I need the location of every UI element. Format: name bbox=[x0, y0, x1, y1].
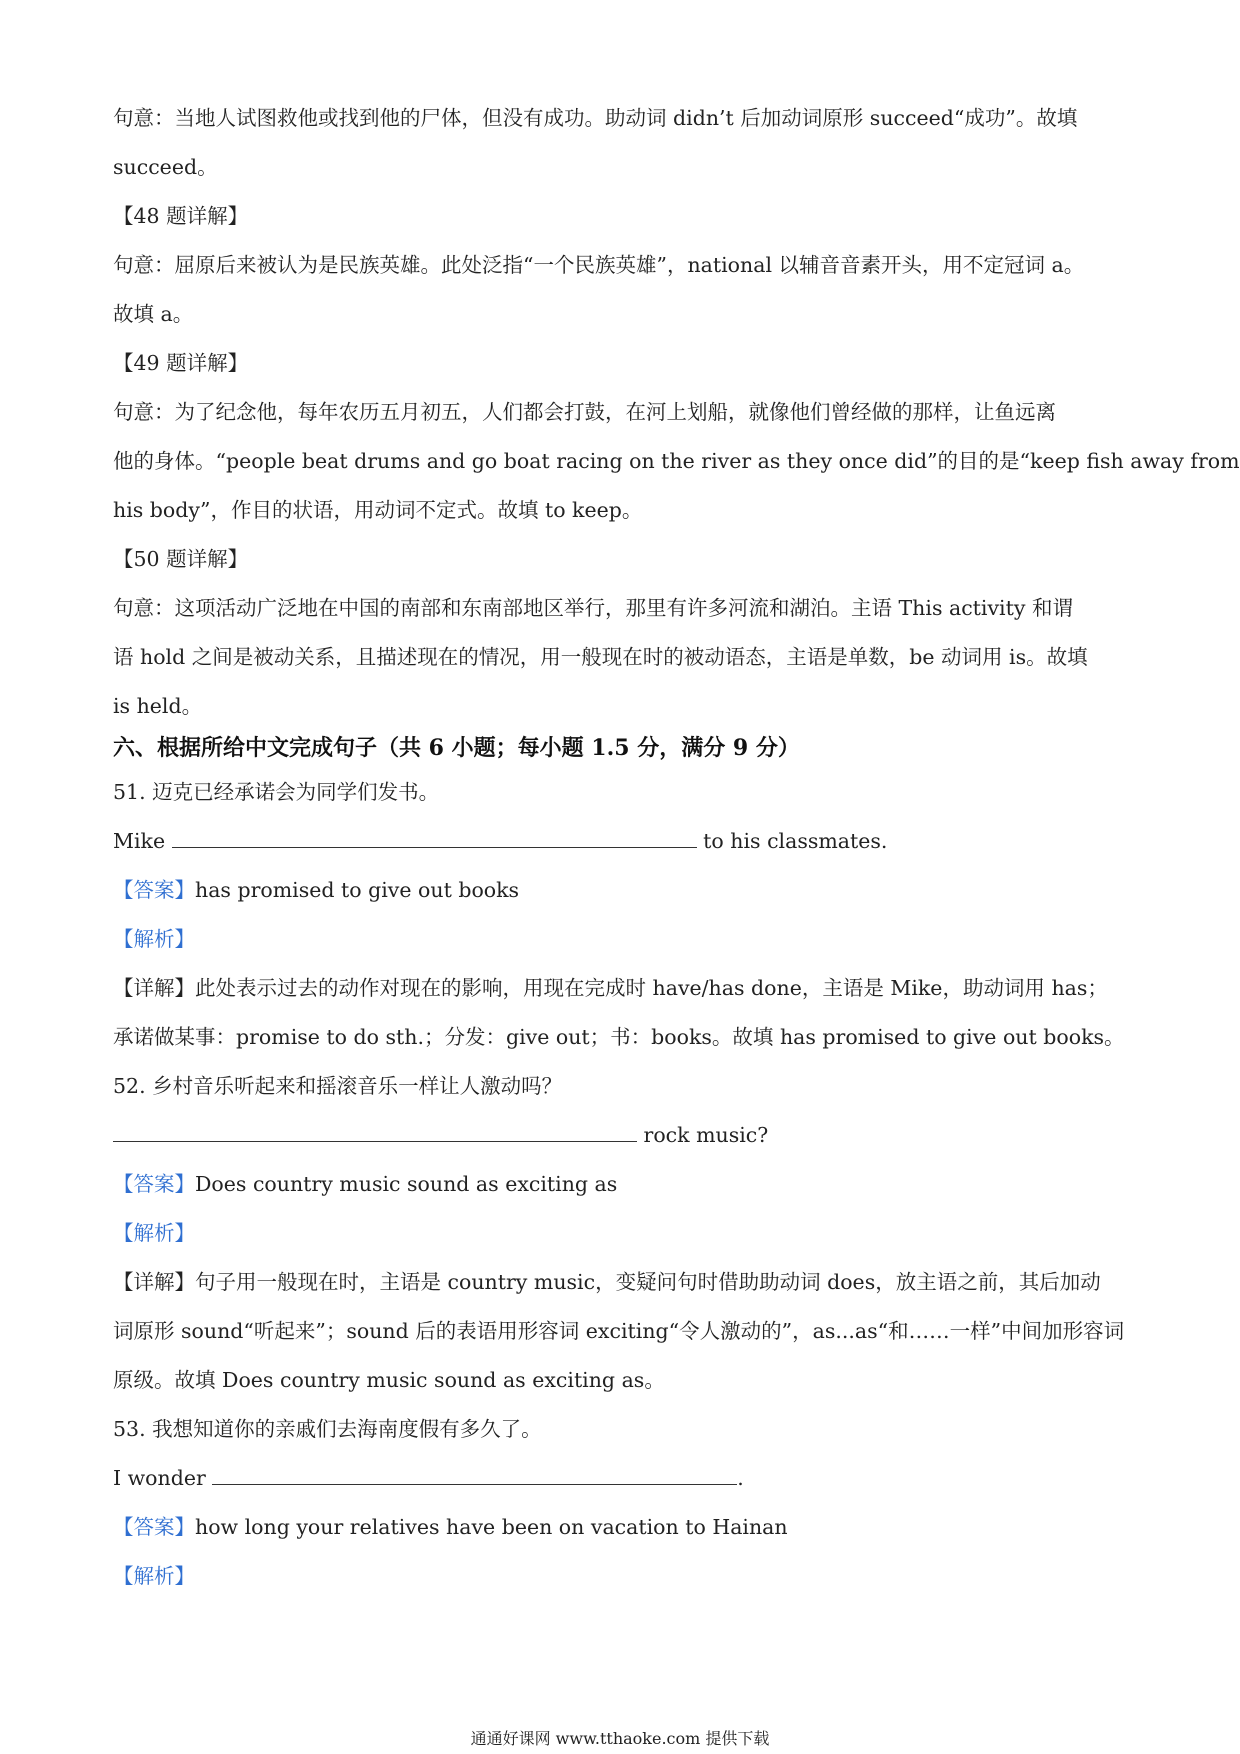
question-53-sentence bbox=[113, 1464, 1133, 1492]
answer-text: has promised to give out books bbox=[195, 878, 520, 902]
text-line: 句意：当地人试图救他或找到他的尸体，但没有成功。助动词 didn’t 后加动词原形 succeed“成功”。故填 bbox=[113, 106, 1078, 130]
sentence-start: Mike bbox=[113, 829, 166, 853]
question-52-prompt: 52. 乡村音乐听起来和摇滚音乐一样让人激动吗？ bbox=[113, 1074, 563, 1098]
detail-label: 【详解】 bbox=[113, 1270, 195, 1294]
section-heading: 六、根据所给中文完成句子（共 6 小题；每小题 1.5 分，满分 9 分） bbox=[113, 735, 800, 761]
text-line: 原级。故填 Does country music sound as exciting as。 bbox=[113, 1368, 665, 1392]
sub-heading-50: 【50 题详解】 bbox=[113, 547, 249, 571]
detail-text: 句子用一般现在时，主语是 country music，变疑问句时借助助动词 does，放主语之前，其后加动 bbox=[195, 1270, 1101, 1294]
question-52-sentence bbox=[113, 1121, 1133, 1149]
text-line: succeed。 bbox=[113, 155, 218, 179]
text-line: 语 hold 之间是被动关系，且描述现在的情况，用一般现在时的被动语态，主语是单数，be 动词用 is。故填 bbox=[113, 645, 1088, 669]
page-footer: 通通好课网 www.tthaoke.com 提供下载 bbox=[470, 1729, 770, 1748]
answer-label: 【答案】 bbox=[113, 1515, 195, 1539]
question-51-prompt: 51. 迈克已经承诺会为同学们发书。 bbox=[113, 780, 440, 804]
text-line: 承诺做某事：promise to do sth.；分发：give out；书：books。故填 has promised to give out books。 bbox=[113, 1025, 1125, 1049]
answer-blank[interactable] bbox=[113, 1121, 637, 1142]
sentence-start: I wonder bbox=[113, 1466, 206, 1490]
text-line: his body”，作目的状语，用动词不定式。故填 to keep。 bbox=[113, 498, 643, 522]
question-52-answer bbox=[113, 1170, 1133, 1198]
question-53-answer bbox=[113, 1513, 1133, 1541]
text-line: 词原形 sound“听起来”；sound 后的表语用形容词 exciting“令人激动的”，as...as“和……一样”中间加形容词 bbox=[113, 1319, 1125, 1343]
text-line: 故填 a。 bbox=[113, 302, 194, 326]
sub-heading-49: 【49 题详解】 bbox=[113, 351, 249, 375]
analysis-label: 【解析】 bbox=[113, 1221, 195, 1245]
question-51-answer bbox=[113, 876, 1133, 904]
answer-blank[interactable] bbox=[172, 827, 697, 848]
answer-blank[interactable] bbox=[212, 1464, 737, 1485]
text-line: 句意：屈原后来被认为是民族英雄。此处泛指“一个民族英雄”，national 以辅音音素开头，用不定冠词 a。 bbox=[113, 253, 1085, 277]
text-line: 句意：这项活动广泛地在中国的南部和东南部地区举行，那里有许多河流和湖泊。主语 This activity 和谓 bbox=[113, 596, 1073, 620]
question-52-detail bbox=[113, 1268, 1133, 1296]
analysis-label: 【解析】 bbox=[113, 927, 195, 951]
sub-heading-48: 【48 题详解】 bbox=[113, 204, 249, 228]
sentence-end: rock music? bbox=[643, 1123, 769, 1147]
text-line: is held。 bbox=[113, 694, 203, 718]
question-51-detail bbox=[113, 974, 1133, 1002]
question-53-prompt: 53. 我想知道你的亲戚们去海南度假有多久了。 bbox=[113, 1417, 542, 1441]
question-51-sentence bbox=[113, 827, 1133, 855]
sentence-end: . bbox=[737, 1466, 744, 1490]
text-line: 句意：为了纪念他，每年农历五月初五，人们都会打鼓，在河上划船，就像他们曾经做的那样，让鱼远离 bbox=[113, 400, 1056, 424]
detail-label: 【详解】 bbox=[113, 976, 195, 1000]
sentence-end: to his classmates. bbox=[703, 829, 888, 853]
text-line: 他的身体。“people beat drums and go boat racing on the river as they once did”的目的是“keep fish away from bbox=[113, 449, 1240, 473]
answer-text: Does country music sound as exciting as bbox=[195, 1172, 618, 1196]
analysis-label: 【解析】 bbox=[113, 1564, 195, 1588]
answer-label: 【答案】 bbox=[113, 1172, 195, 1196]
detail-text: 此处表示过去的动作对现在的影响，用现在完成时 have/has done，主语是 Mike，助动词用 has； bbox=[195, 976, 1108, 1000]
answer-text: how long your relatives have been on vacation to Hainan bbox=[195, 1515, 788, 1539]
answer-label: 【答案】 bbox=[113, 878, 195, 902]
